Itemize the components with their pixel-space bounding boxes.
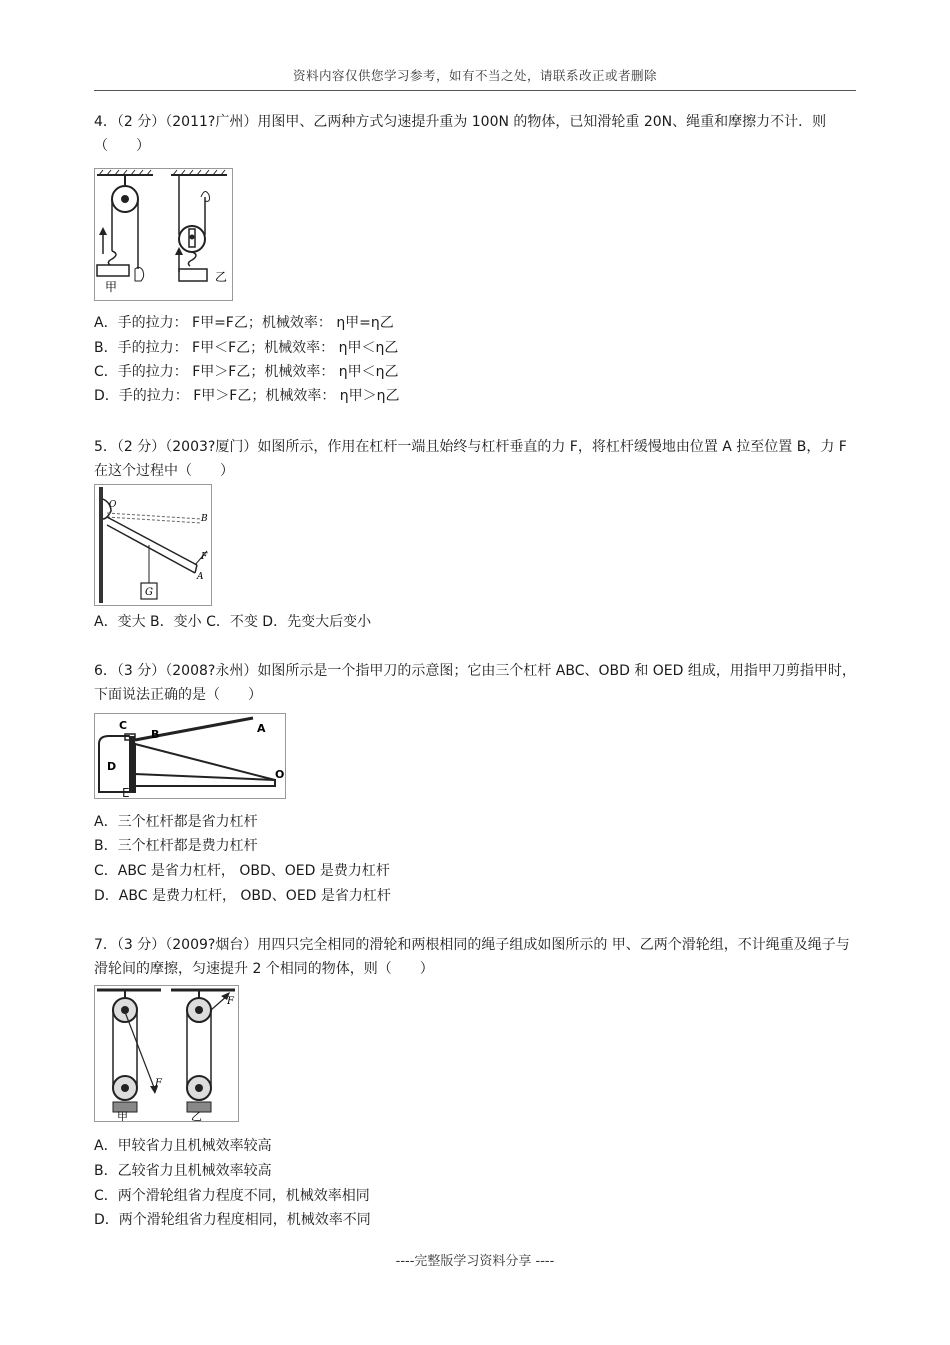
question-5 — [94, 435, 856, 483]
lever-figure-q5 — [94, 484, 212, 606]
option-a[interactable]: A．三个杠杆都是省力杠杆 — [94, 814, 258, 830]
option-c[interactable]: C．手的拉力： F甲＞F乙；机械效率： η甲＜η乙 — [94, 364, 399, 380]
option-d[interactable]: D．手的拉力： F甲＞F乙；机械效率： η甲＞η乙 — [94, 388, 400, 404]
label-jia: 甲 — [117, 1110, 128, 1121]
option-d[interactable]: D．ABC 是费力杠杆， OBD、OED 是省力杠杆 — [94, 888, 391, 904]
question-7 — [94, 933, 856, 981]
option-c[interactable]: C．两个滑轮组省力程度不同，机械效率相同 — [94, 1188, 370, 1204]
question-6 — [94, 659, 856, 707]
question-stem: 4．（2 分）（2011?广州）用图甲、乙两种方式匀速提升重为 100N 的物体，已知滑轮重 20N、绳重和摩擦力不计．则（ ） — [94, 114, 827, 154]
page-header: 资料内容仅供您学习参考，如有不当之处，请联系改正或者删除 — [292, 68, 657, 83]
label-d: D — [107, 760, 117, 773]
label-f-right: F — [227, 996, 234, 1007]
label-a: A — [197, 572, 204, 582]
option-a[interactable]: A．甲较省力且机械效率较高 — [94, 1138, 272, 1154]
label-a: A — [257, 722, 266, 735]
option-b[interactable]: B．乙较省力且机械效率较高 — [94, 1163, 272, 1179]
label-o: O — [275, 768, 285, 781]
label-yi: 乙 — [191, 1110, 202, 1121]
header-divider — [94, 90, 856, 91]
page-footer: ----完整版学习资料分享 ---- — [395, 1254, 555, 1269]
label-o: O — [109, 500, 117, 510]
label-g: G — [145, 587, 153, 598]
option-d[interactable]: D．两个滑轮组省力程度相同，机械效率不同 — [94, 1212, 371, 1228]
label-f-left: F — [155, 1078, 162, 1089]
option-b[interactable]: B．三个杠杆都是费力杠杆 — [94, 838, 258, 854]
pulley-group-figure-q7 — [94, 985, 239, 1122]
option-c[interactable]: C．ABC 是省力杠杆， OBD、OED 是费力杠杆 — [94, 863, 390, 879]
label-yi: 乙 — [215, 270, 228, 284]
label-f: F — [201, 552, 208, 562]
label-jia: 甲 — [105, 280, 118, 294]
label-c: C — [119, 719, 128, 732]
label-b: B — [201, 514, 208, 524]
options-row[interactable]: A．变大 B．变小 C．不变 D．先变大后变小 — [94, 614, 372, 630]
label-e: E — [122, 786, 130, 800]
label-b: B — [151, 728, 160, 741]
question-stem: 5．（2 分）（2003?厦门）如图所示，作用在杠杆一端且始终与杠杆垂直的力 F，将杠杆缓慢地由位置 A 拉至位置 B，力 F 在这个过程中（ ） — [94, 439, 847, 479]
question-stem: 6．（3 分）（2008?永州）如图所示是一个指甲刀的示意图；它由三个杠杆 ABC、OBD 和 OED 组成，用指甲刀剪指甲时，下面说法正确的是（ ） — [94, 663, 856, 703]
option-b[interactable]: B．手的拉力： F甲＜F乙；机械效率： η甲＜η乙 — [94, 340, 399, 356]
pulley-figure-q4 — [94, 168, 233, 301]
question-stem: 7．（3 分）（2009?烟台）用四只完全相同的滑轮和两根相同的绳子组成如图所示的 甲、乙两个滑轮组，不计绳重及绳子与滑轮间的摩擦，匀速提升 2 个相同的物体，则（ ） — [94, 937, 850, 977]
option-a[interactable]: A．手的拉力： F甲=F乙；机械效率： η甲=η乙 — [94, 315, 394, 331]
question-4 — [94, 110, 856, 158]
